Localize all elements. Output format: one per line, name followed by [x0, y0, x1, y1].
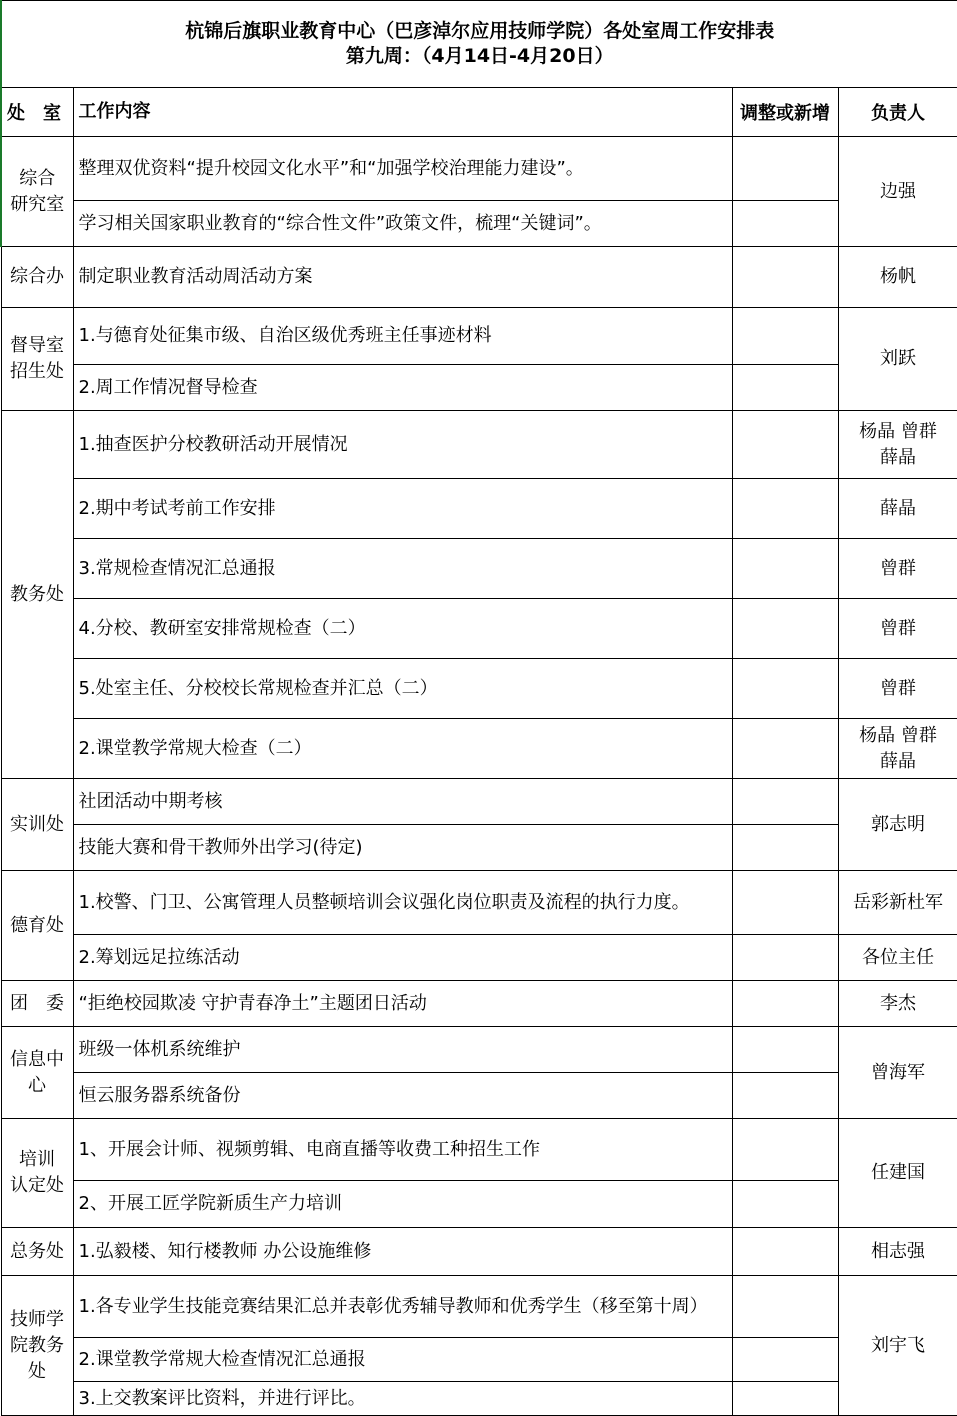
table-row	[1, 365, 957, 411]
owner-cell: 曾群	[838, 659, 957, 719]
owner-cell: 曾海军	[838, 1027, 957, 1119]
task-cell: 技能大赛和骨干教师外出学习(待定)	[73, 825, 732, 871]
table-row	[1, 1382, 957, 1416]
dept-label-line: 心	[2, 1073, 73, 1099]
task-cell: 2、开展工匠学院新质生产力培训	[73, 1181, 732, 1228]
task-cell: 3.常规检查情况汇总通报	[73, 539, 732, 599]
dept-cell: 实训处	[1, 779, 73, 871]
adjust-cell	[732, 201, 838, 247]
task-cell: 2.筹划远足拉练活动	[73, 935, 732, 981]
task-cell: 社团活动中期考核	[73, 779, 732, 825]
dept-cell	[1, 137, 73, 247]
dept-label-line: 研究室	[2, 192, 73, 218]
dept-cell: 综合办	[1, 247, 73, 308]
task-cell: 1.各专业学生技能竞赛结果汇总并表彰优秀辅导教师和优秀学生（移至第十周）	[73, 1276, 732, 1338]
owner-cell: 杨帆	[838, 247, 957, 308]
task-cell: 学习相关国家职业教育的“综合性文件”政策文件，梳理“关键词”。	[73, 201, 732, 247]
owner-cell: 边强	[838, 137, 957, 247]
task-cell: 恒云服务器系统备份	[73, 1073, 732, 1119]
owner-cell: 刘跃	[838, 308, 957, 411]
owner-line: 杨晶 曾群	[839, 419, 957, 445]
dept-label-line: 技师学	[2, 1307, 73, 1333]
adjust-cell	[732, 1119, 838, 1181]
task-cell: 2.期中考试考前工作安排	[73, 479, 732, 539]
adjust-cell	[732, 599, 838, 659]
table-row	[1, 871, 957, 935]
dept-label-line: 培训	[2, 1147, 73, 1173]
table-row	[1, 1228, 957, 1276]
task-cell: 2.课堂教学常规大检查（二）	[73, 719, 732, 779]
table-row	[1, 779, 957, 825]
table-row	[1, 1276, 957, 1338]
task-cell: 1.抽查医护分校教研活动开展情况	[73, 411, 732, 479]
table-title-cell	[1, 1, 957, 88]
task-cell: 4.分校、教研室安排常规检查（二）	[73, 599, 732, 659]
task-cell: 1.校警、门卫、公寓管理人员整顿培训会议强化岗位职责及流程的执行力度。	[73, 871, 732, 935]
adjust-cell	[732, 411, 838, 479]
task-cell: 制定职业教育活动周活动方案	[73, 247, 732, 308]
table-row	[1, 599, 957, 659]
task-cell: 班级一体机系统维护	[73, 1027, 732, 1073]
adjust-cell	[732, 1228, 838, 1276]
owner-cell: 岳彩新杜军	[838, 871, 957, 935]
header-owner: 负责人	[838, 88, 957, 137]
adjust-cell	[732, 1338, 838, 1382]
dept-cell	[1, 1276, 73, 1416]
adjust-cell	[732, 719, 838, 779]
table-row	[1, 935, 957, 981]
dept-label-line: 信息中	[2, 1047, 73, 1073]
adjust-cell	[732, 1181, 838, 1228]
task-cell: “拒绝校园欺凌 守护青春净土”主题团日活动	[73, 981, 732, 1027]
header-adjust: 调整或新增	[732, 88, 838, 137]
adjust-cell	[732, 659, 838, 719]
dept-label-line: 院教务	[2, 1333, 73, 1359]
table-row	[1, 1027, 957, 1073]
dept-label-line: 招生处	[2, 359, 73, 385]
dept-label-line: 认定处	[2, 1173, 73, 1199]
table-row	[1, 1181, 957, 1228]
owner-cell: 任建国	[838, 1119, 957, 1228]
dept-cell: 德育处	[1, 871, 73, 981]
header-content: 工作内容	[73, 88, 732, 137]
table-row	[1, 479, 957, 539]
table-row	[1, 308, 957, 365]
adjust-cell	[732, 479, 838, 539]
adjust-cell	[732, 935, 838, 981]
adjust-cell	[732, 1027, 838, 1073]
owner-cell: 各位主任	[838, 935, 957, 981]
dept-label-line: 处	[2, 1359, 73, 1385]
adjust-cell	[732, 1276, 838, 1338]
adjust-cell	[732, 539, 838, 599]
header-row	[1, 88, 957, 137]
owner-cell: 李杰	[838, 981, 957, 1027]
task-cell: 5.处室主任、分校校长常规检查并汇总（二）	[73, 659, 732, 719]
week-subtitle: 第九周：（4月14日-4月20日）	[2, 44, 957, 69]
dept-cell: 团 委	[1, 981, 73, 1027]
task-cell: 1.弘毅楼、知行楼教师 办公设施维修	[73, 1228, 732, 1276]
table-row	[1, 825, 957, 871]
adjust-cell	[732, 825, 838, 871]
table-row	[1, 539, 957, 599]
dept-label-line: 综合	[2, 166, 73, 192]
page-title: 杭锦后旗职业教育中心（巴彦淖尔应用技师学院）各处室周工作安排表	[2, 19, 957, 44]
owner-line: 杨晶 曾群	[839, 723, 957, 749]
adjust-cell	[732, 137, 838, 201]
adjust-cell	[732, 871, 838, 935]
adjust-cell	[732, 981, 838, 1027]
task-cell: 2.周工作情况督导检查	[73, 365, 732, 411]
table-row	[1, 659, 957, 719]
dept-cell	[1, 1119, 73, 1228]
dept-label-line: 督导室	[2, 333, 73, 359]
adjust-cell	[732, 1382, 838, 1416]
adjust-cell	[732, 308, 838, 365]
dept-cell	[1, 308, 73, 411]
adjust-cell	[732, 1073, 838, 1119]
table-row	[1, 1073, 957, 1119]
task-cell: 3.上交教案评比资料，并进行评比。	[73, 1382, 732, 1416]
table-row	[1, 719, 957, 779]
owner-cell: 相志强	[838, 1228, 957, 1276]
owner-cell: 薛晶	[838, 479, 957, 539]
table-row	[1, 201, 957, 247]
table-row	[1, 411, 957, 479]
task-cell: 2.课堂教学常规大检查情况汇总通报	[73, 1338, 732, 1382]
table-row	[1, 247, 957, 308]
owner-cell: 刘宇飞	[838, 1276, 957, 1416]
owner-cell: 曾群	[838, 539, 957, 599]
table-row	[1, 137, 957, 201]
dept-cell: 教务处	[1, 411, 73, 779]
task-cell: 整理双优资料“提升校园文化水平”和“加强学校治理能力建设”。	[73, 137, 732, 201]
adjust-cell	[732, 779, 838, 825]
owner-cell: 曾群	[838, 599, 957, 659]
owner-line: 薛晶	[839, 445, 957, 471]
owner-cell: 郭志明	[838, 779, 957, 871]
dept-cell: 总务处	[1, 1228, 73, 1276]
header-dept: 处 室	[1, 88, 73, 137]
owner-cell	[838, 411, 957, 479]
table-row	[1, 1338, 957, 1382]
task-cell: 1、开展会计师、视频剪辑、电商直播等收费工种招生工作	[73, 1119, 732, 1181]
adjust-cell	[732, 365, 838, 411]
adjust-cell	[732, 247, 838, 308]
task-cell: 1.与德育处征集市级、自治区级优秀班主任事迹材料	[73, 308, 732, 365]
dept-cell	[1, 1027, 73, 1119]
table-row	[1, 1119, 957, 1181]
table-row	[1, 981, 957, 1027]
owner-line: 薛晶	[839, 749, 957, 775]
owner-cell	[838, 719, 957, 779]
